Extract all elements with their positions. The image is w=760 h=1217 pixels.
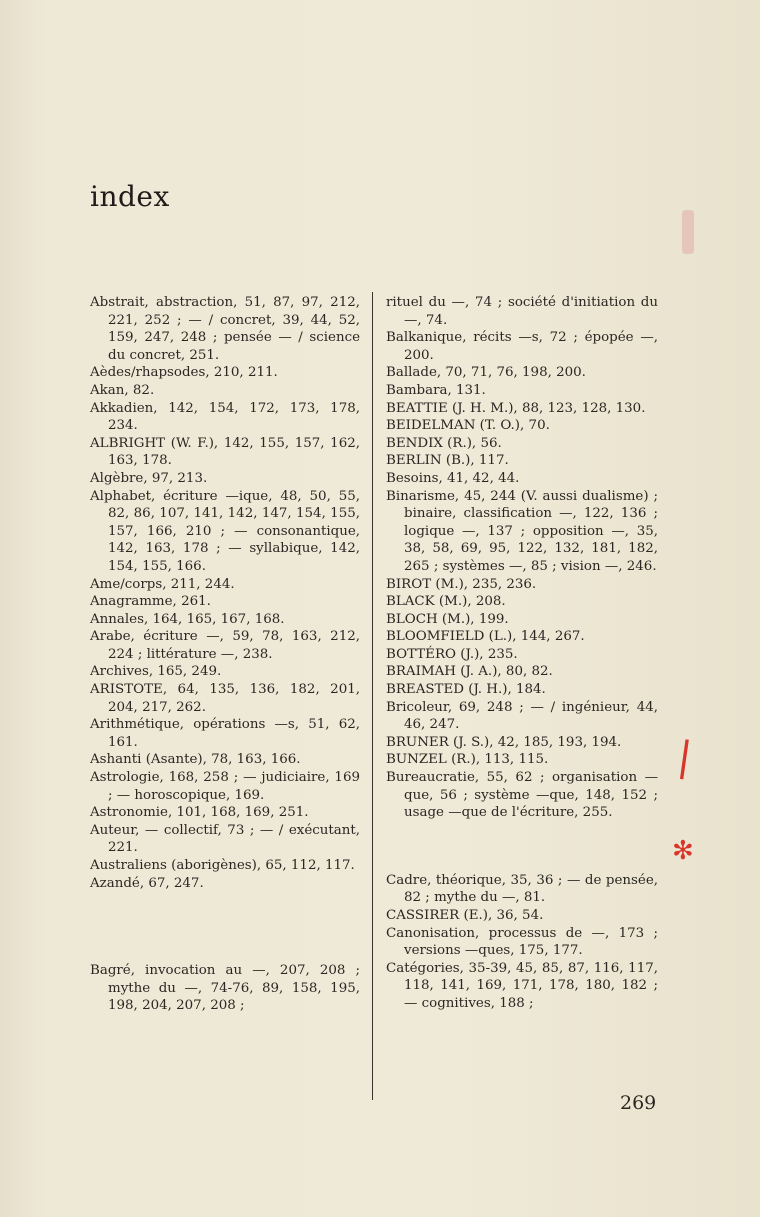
index-entry: Ballade, 70, 71, 76, 198, 200.: [386, 365, 586, 381]
index-entry: Akkadien, 142, 154, 172, 173, 178, 234.: [90, 400, 360, 434]
index-entry: ARISTOTE, 64, 135, 136, 182, 201, 204, 217, 262.: [90, 682, 360, 715]
index-entry: rituel du —, 74 ; société d'initiation du —, 74.: [386, 295, 658, 328]
index-entry: Astronomie, 101, 168, 169, 251.: [90, 805, 309, 821]
index-entry: BLOCH (M.), 199.: [386, 611, 509, 627]
column-divider: [372, 292, 373, 1100]
index-entry: Bricoleur, 69, 248 ; — / ingénieur, 44, 46, 247.: [386, 699, 658, 733]
index-entry: Algèbre, 97, 213.: [90, 470, 208, 486]
index-entry: BLACK (M.), 208.: [386, 594, 506, 610]
index-entry: Cadre, théorique, 35, 36 ; — de pensée, 82 ; mythe du —, 81.: [386, 872, 658, 906]
index-entry: Bagré, invocation au —, 207, 208 ; mythe du —, 74-76, 89, 158, 195, 198, 204, 207, 208 ;: [90, 963, 360, 1014]
index-entry: CASSIRER (E.), 36, 54.: [386, 908, 544, 923]
index-entry: Auteur, — collectif, 73 ; — / exécutant, 221.: [90, 822, 360, 856]
page-number: 269: [620, 1092, 657, 1114]
index-entry: Australiens (aborigènes), 65, 112, 117.: [90, 858, 355, 873]
index-entry: Ame/corps, 211, 244.: [90, 576, 235, 592]
index-entry: Canonisation, processus de —, 173 ; versions —ques, 175, 177.: [386, 925, 658, 959]
index-entry: BEATTIE (J. H. M.), 88, 123, 128, 130.: [386, 400, 646, 416]
index-entry: BRAIMAH (J. A.), 80, 82.: [386, 664, 553, 680]
right-entries-b: [386, 294, 658, 822]
index-entry: BUNZEL (R.), 113, 115.: [386, 752, 549, 768]
index-entry: BERLIN (B.), 117.: [386, 453, 509, 469]
index-entry: Balkanique, récits —s, 72 ; épopée —, 200.: [386, 330, 658, 363]
index-entry: Alphabet, écriture —ique, 48, 50, 55, 82, 86, 107, 141, 142, 147, 154, 155, 157, 166, 210 ; — consonantique, 142, 163, 178 ; — syllabique, 142, 154, 155, 166.: [90, 488, 360, 574]
index-entry: Bureaucratie, 55, 62 ; organisation —que, 56 ; système —que, 148, 152 ; usage —que de l'écriture, 255.: [386, 770, 658, 821]
right-column: [386, 294, 658, 1013]
red-margin-mark: |: [674, 733, 695, 781]
red-asterisk-mark: ✻: [672, 836, 694, 866]
index-entry: BENDIX (R.), 56.: [386, 435, 502, 451]
letter-gap: [90, 892, 360, 962]
index-entry: Azandé, 67, 247.: [90, 875, 204, 891]
index-entry: Besoins, 41, 42, 44.: [386, 470, 520, 486]
left-column: [90, 294, 360, 1015]
index-entry: Aèdes/rhapsodes, 210, 211.: [90, 365, 278, 381]
index-entry: Catégories, 35-39, 45, 85, 87, 116, 117, 118, 141, 169, 171, 178, 180, 182 ; — cognitives, 188 ;: [386, 960, 658, 1011]
index-entry: BOTTÉRO (J.), 235.: [386, 646, 518, 662]
index-entry: Arithmétique, opérations —s, 51, 62, 161.: [90, 717, 360, 750]
index-entry: BIROT (M.), 235, 236.: [386, 576, 537, 592]
left-entries-b: [90, 962, 360, 1015]
index-entry: Ashanti (Asante), 78, 163, 166.: [90, 752, 301, 768]
index-entry: Anagramme, 261.: [90, 594, 211, 610]
right-entries-c: [386, 872, 658, 1013]
index-entry: BEIDELMAN (T. O.), 70.: [386, 418, 550, 434]
index-entry: BRUNER (J. S.), 42, 185, 193, 194.: [386, 734, 622, 750]
index-entry: Binarisme, 45, 244 (V. aussi dualisme) ; binaire, classification —, 122, 136 ; logique —, 137 ; opposition —, 35, 38, 58, 69, 95, 122, 132, 181, 182, 265 ; systèmes —, 85 ; vision —, 246.: [386, 488, 658, 574]
index-entry: Arabe, écriture —, 59, 78, 163, 212, 224 ; littérature —, 238.: [90, 629, 360, 662]
letter-gap: [386, 822, 658, 872]
index-entry: Abstrait, abstraction, 51, 87, 97, 212, 221, 252 ; — / concret, 39, 44, 52, 159, 247, 248 ; pensée — / science du concret, 251.: [90, 295, 360, 363]
index-entry: BLOOMFIELD (L.), 144, 267.: [386, 629, 585, 645]
index-entry: Akan, 82.: [90, 382, 155, 398]
index-entry: Archives, 165, 249.: [90, 664, 222, 680]
index-entry: Astrologie, 168, 258 ; — judiciaire, 169 ; — horoscopique, 169.: [90, 770, 360, 803]
left-entries-a: [90, 294, 360, 892]
page-title: index: [90, 180, 170, 213]
index-entry: Annales, 164, 165, 167, 168.: [90, 611, 285, 627]
index-entry: ALBRIGHT (W. F.), 142, 155, 157, 162, 163, 178.: [90, 435, 360, 469]
page-stain: [682, 210, 694, 254]
index-entry: BREASTED (J. H.), 184.: [386, 682, 546, 698]
index-entry: Bambara, 131.: [386, 382, 486, 398]
